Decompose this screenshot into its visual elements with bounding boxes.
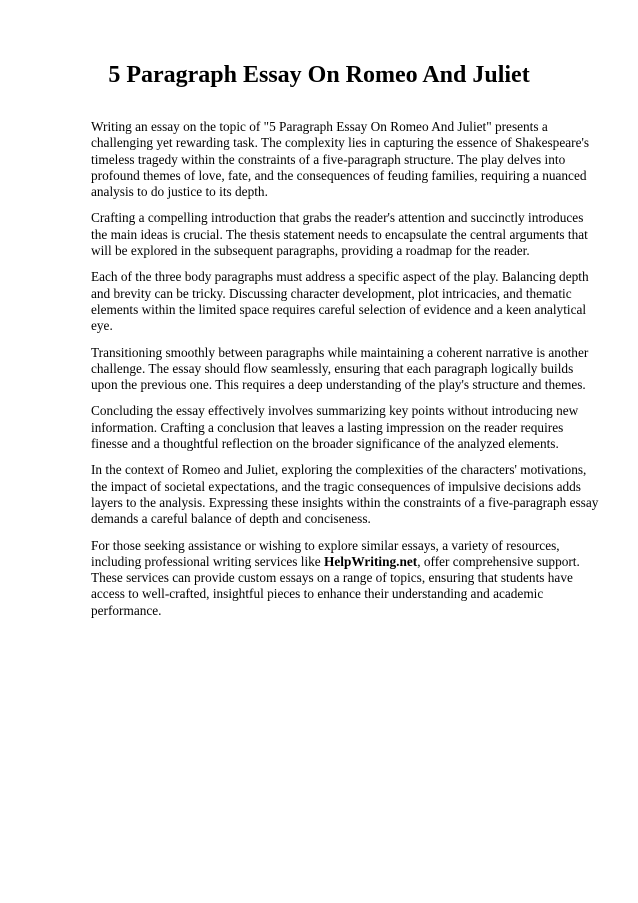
paragraph-7-text-after: , offer comprehensive support. These services can provide custom essays on a range of topics, ensuring that students have access to well-crafted, insightful pieces to enhance their understanding and academic performance. [91,553,580,618]
paragraph-5: Concluding the essay effectively involves summarizing key points without introducing new information. Crafting a conclusion that leaves a lasting impression on the reader requires finesse and a thoughtful reflection on the broader significance of the analyzed elements. [91,403,579,452]
page-title: 5 Paragraph Essay On Romeo And Juliet [108,62,530,88]
paragraph-3: Each of the three body paragraphs must address a specific aspect of the play. Balancing depth and brevity can be tricky. Discussing character development, plot intricacies, and thematic elements within the limited space requires careful selection of evidence and a keen analytical eye. [91,269,589,334]
paragraph-1: Writing an essay on the topic of "5 Paragraph Essay On Romeo And Juliet" presents a challenging yet rewarding task. The complexity lies in capturing the essence of Shakespeare's timeless tragedy within the constraints of a five-paragraph structure. The play delves into profound themes of love, fate, and the consequences of feuding families, requiring a nuanced analysis to do justice to its depth. [91,119,590,200]
paragraph-2: Crafting a compelling introduction that grabs the reader's attention and succinctly introduces the main ideas is crucial. The thesis statement needs to encapsulate the central arguments that will be explored in the subsequent paragraphs, providing a roadmap for the reader. [91,210,588,259]
paragraph-7 [91,538,601,619]
paragraph-4: Transitioning smoothly between paragraphs while maintaining a coherent narrative is another challenge. The essay should flow seamlessly, ensuring that each paragraph logically builds upon the previous one. This requires a deep understanding of the play's structure and themes. [91,344,589,393]
paragraph-6: In the context of Romeo and Juliet, exploring the complexities of the characters' motivations, the impact of societal expectations, and the tragic consequences of impulsive decisions adds layers to the analysis. Expressing these insights within the constraints of a five-paragraph essay demands a careful balance of depth and conciseness. [91,462,599,527]
helpwriting-link[interactable]: HelpWriting.net [324,553,418,569]
essay-body [91,119,601,629]
paragraph-7-text-before: For those seeking assistance or wishing to explore similar essays, a variety of resources, including professional writing services like [91,537,560,569]
